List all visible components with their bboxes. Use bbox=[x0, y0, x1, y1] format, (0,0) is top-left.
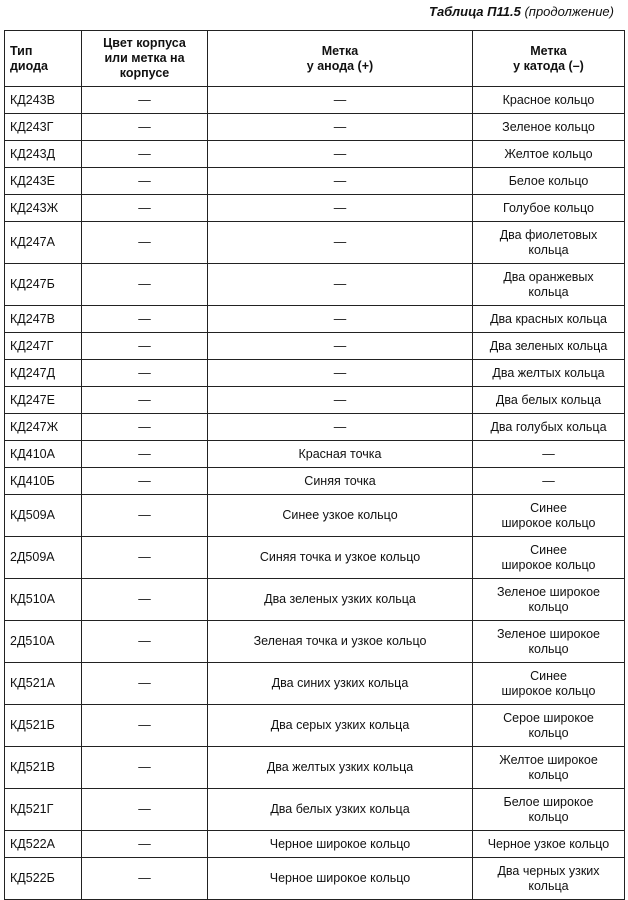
cell-anode-mark: Зеленая точка и узкое кольцо bbox=[208, 621, 473, 663]
cell-diode-type: КД509А bbox=[5, 495, 82, 537]
cell-diode-type: КД522Б bbox=[5, 858, 82, 900]
cell-diode-type: КД247Е bbox=[5, 387, 82, 414]
cell-cathode-mark: Синее широкое кольцо bbox=[473, 537, 625, 579]
cell-body-color: — bbox=[82, 621, 208, 663]
cell-body-color: — bbox=[82, 705, 208, 747]
cell-diode-type: КД243Г bbox=[5, 114, 82, 141]
table-caption-title: Таблица П11.5 bbox=[429, 4, 521, 19]
cell-body-color: — bbox=[82, 537, 208, 579]
cell-anode-mark: Красная точка bbox=[208, 441, 473, 468]
cell-cathode-mark: Красное кольцо bbox=[473, 87, 625, 114]
cell-body-color: — bbox=[82, 264, 208, 306]
cell-body-color: — bbox=[82, 789, 208, 831]
table-row bbox=[5, 387, 625, 414]
table-row bbox=[5, 747, 625, 789]
table-row bbox=[5, 705, 625, 747]
cell-diode-type: КД521В bbox=[5, 747, 82, 789]
table-row bbox=[5, 858, 625, 900]
cell-cathode-mark: Зеленое широкое кольцо bbox=[473, 579, 625, 621]
cell-cathode-mark: Два черных узких кольца bbox=[473, 858, 625, 900]
table-row bbox=[5, 621, 625, 663]
cell-body-color: — bbox=[82, 663, 208, 705]
cell-body-color: — bbox=[82, 468, 208, 495]
table-header-row bbox=[5, 31, 625, 87]
cell-anode-mark: — bbox=[208, 114, 473, 141]
cell-diode-type: КД247Ж bbox=[5, 414, 82, 441]
cell-cathode-mark: Черное узкое кольцо bbox=[473, 831, 625, 858]
header-diode-type: Тип диода bbox=[5, 31, 82, 87]
cell-diode-type: 2Д509А bbox=[5, 537, 82, 579]
table-caption-note: (продолжение) bbox=[524, 4, 614, 19]
cell-body-color: — bbox=[82, 195, 208, 222]
cell-diode-type: КД243Е bbox=[5, 168, 82, 195]
cell-body-color: — bbox=[82, 114, 208, 141]
cell-body-color: — bbox=[82, 141, 208, 168]
table-row bbox=[5, 831, 625, 858]
cell-cathode-mark: Два зеленых кольца bbox=[473, 333, 625, 360]
cell-anode-mark: Два белых узких кольца bbox=[208, 789, 473, 831]
cell-cathode-mark: Голубое кольцо bbox=[473, 195, 625, 222]
cell-diode-type: КД247Б bbox=[5, 264, 82, 306]
cell-body-color: — bbox=[82, 579, 208, 621]
cell-diode-type: КД410Б bbox=[5, 468, 82, 495]
cell-diode-type: КД521Б bbox=[5, 705, 82, 747]
table-row bbox=[5, 360, 625, 387]
cell-cathode-mark: Белое широкое кольцо bbox=[473, 789, 625, 831]
cell-diode-type: КД521А bbox=[5, 663, 82, 705]
table-row bbox=[5, 663, 625, 705]
cell-cathode-mark: Желтое широкое кольцо bbox=[473, 747, 625, 789]
cell-anode-mark: — bbox=[208, 222, 473, 264]
cell-cathode-mark: Два красных кольца bbox=[473, 306, 625, 333]
cell-anode-mark: Синее узкое кольцо bbox=[208, 495, 473, 537]
table-row bbox=[5, 414, 625, 441]
cell-anode-mark: Два зеленых узких кольца bbox=[208, 579, 473, 621]
cell-cathode-mark: Синее широкое кольцо bbox=[473, 663, 625, 705]
cell-body-color: — bbox=[82, 441, 208, 468]
cell-body-color: — bbox=[82, 387, 208, 414]
table-row bbox=[5, 789, 625, 831]
cell-body-color: — bbox=[82, 306, 208, 333]
cell-body-color: — bbox=[82, 168, 208, 195]
table-row bbox=[5, 441, 625, 468]
cell-cathode-mark: Два оранжевых кольца bbox=[473, 264, 625, 306]
cell-body-color: — bbox=[82, 495, 208, 537]
cell-anode-mark: — bbox=[208, 414, 473, 441]
table-row bbox=[5, 264, 625, 306]
cell-anode-mark: Синяя точка и узкое кольцо bbox=[208, 537, 473, 579]
cell-diode-type: КД243Д bbox=[5, 141, 82, 168]
cell-cathode-mark: Два фиолетовых кольца bbox=[473, 222, 625, 264]
table-row bbox=[5, 495, 625, 537]
cell-cathode-mark: Два белых кольца bbox=[473, 387, 625, 414]
table-row bbox=[5, 141, 625, 168]
table-row bbox=[5, 195, 625, 222]
cell-body-color: — bbox=[82, 87, 208, 114]
cell-cathode-mark: Серое широкое кольцо bbox=[473, 705, 625, 747]
table-row bbox=[5, 333, 625, 360]
cell-cathode-mark: — bbox=[473, 441, 625, 468]
cell-diode-type: 2Д510А bbox=[5, 621, 82, 663]
header-anode-mark: Метка у анода (+) bbox=[208, 31, 473, 87]
table-row bbox=[5, 87, 625, 114]
cell-diode-type: КД410А bbox=[5, 441, 82, 468]
table-row bbox=[5, 306, 625, 333]
table-row bbox=[5, 114, 625, 141]
cell-anode-mark: — bbox=[208, 168, 473, 195]
cell-anode-mark: Черное широкое кольцо bbox=[208, 831, 473, 858]
cell-anode-mark: — bbox=[208, 264, 473, 306]
cell-anode-mark: — bbox=[208, 87, 473, 114]
cell-anode-mark: Два желтых узких кольца bbox=[208, 747, 473, 789]
cell-cathode-mark: Желтое кольцо bbox=[473, 141, 625, 168]
cell-body-color: — bbox=[82, 333, 208, 360]
table-row bbox=[5, 222, 625, 264]
cell-anode-mark: Черное широкое кольцо bbox=[208, 858, 473, 900]
cell-body-color: — bbox=[82, 414, 208, 441]
cell-anode-mark: Два серых узких кольца bbox=[208, 705, 473, 747]
table-caption bbox=[429, 4, 614, 19]
cell-body-color: — bbox=[82, 858, 208, 900]
cell-cathode-mark: Два желтых кольца bbox=[473, 360, 625, 387]
cell-diode-type: КД510А bbox=[5, 579, 82, 621]
cell-body-color: — bbox=[82, 747, 208, 789]
header-cathode-mark: Метка у катода (–) bbox=[473, 31, 625, 87]
cell-cathode-mark: Зеленое кольцо bbox=[473, 114, 625, 141]
cell-diode-type: КД247Д bbox=[5, 360, 82, 387]
cell-anode-mark: — bbox=[208, 387, 473, 414]
cell-cathode-mark: — bbox=[473, 468, 625, 495]
cell-body-color: — bbox=[82, 360, 208, 387]
cell-anode-mark: Синяя точка bbox=[208, 468, 473, 495]
cell-anode-mark: Два синих узких кольца bbox=[208, 663, 473, 705]
cell-anode-mark: — bbox=[208, 360, 473, 387]
cell-anode-mark: — bbox=[208, 141, 473, 168]
cell-cathode-mark: Зеленое широкое кольцо bbox=[473, 621, 625, 663]
table-body bbox=[5, 87, 625, 900]
cell-diode-type: КД521Г bbox=[5, 789, 82, 831]
cell-anode-mark: — bbox=[208, 306, 473, 333]
cell-cathode-mark: Два голубых кольца bbox=[473, 414, 625, 441]
table-row bbox=[5, 468, 625, 495]
cell-diode-type: КД243Ж bbox=[5, 195, 82, 222]
header-body-color: Цвет корпуса или метка на корпусе bbox=[82, 31, 208, 87]
cell-diode-type: КД247А bbox=[5, 222, 82, 264]
table-row bbox=[5, 537, 625, 579]
cell-body-color: — bbox=[82, 222, 208, 264]
diode-marking-table bbox=[4, 30, 625, 900]
cell-anode-mark: — bbox=[208, 333, 473, 360]
table-row bbox=[5, 168, 625, 195]
cell-anode-mark: — bbox=[208, 195, 473, 222]
cell-cathode-mark: Синее широкое кольцо bbox=[473, 495, 625, 537]
table-row bbox=[5, 579, 625, 621]
cell-diode-type: КД243В bbox=[5, 87, 82, 114]
cell-diode-type: КД247Г bbox=[5, 333, 82, 360]
cell-body-color: — bbox=[82, 831, 208, 858]
cell-diode-type: КД247В bbox=[5, 306, 82, 333]
cell-diode-type: КД522А bbox=[5, 831, 82, 858]
cell-cathode-mark: Белое кольцо bbox=[473, 168, 625, 195]
